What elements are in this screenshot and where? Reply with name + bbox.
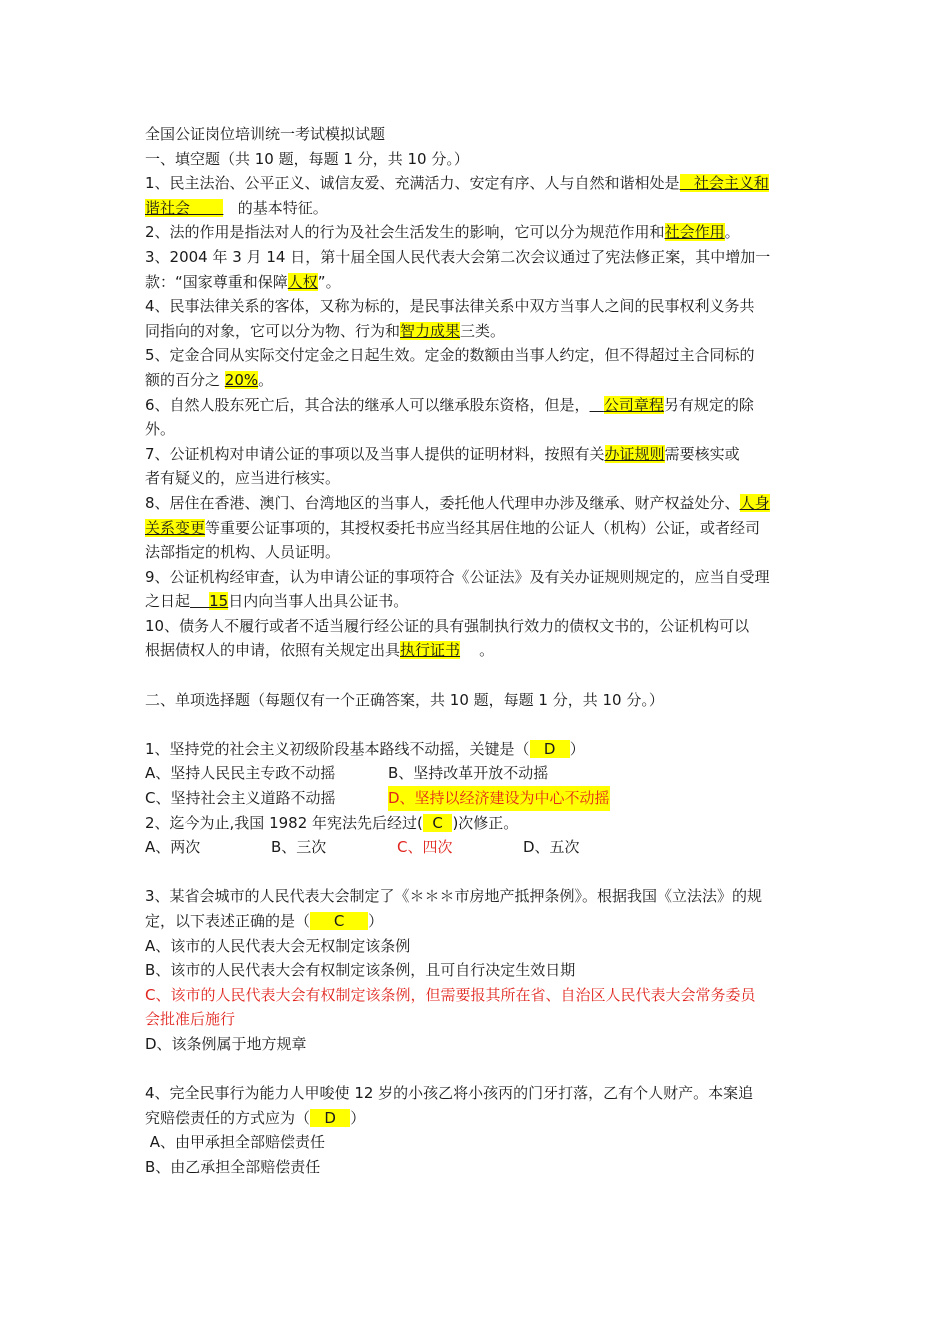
spacer	[145, 663, 808, 688]
question-text: 的基本特征。	[223, 198, 328, 217]
choice-question-4	[145, 1081, 808, 1179]
option-d: D、该条例属于地方规章	[145, 1034, 307, 1053]
question-text: 2、迄今为止,我国 1982 年宪法先后经过(	[145, 813, 423, 832]
section-heading-single-choice: 二、单项选择题（每题仅有一个正确答案，共 10 题，每题 1 分，共 10 分。）	[145, 690, 664, 709]
answer-highlight: 关系变更	[145, 518, 206, 537]
question-text: 根据债权人的申请，依照有关规定出具	[145, 641, 401, 660]
question-text: 额的百分之	[145, 370, 225, 389]
question-text: 8、居住在香港、澳门、台湾地区的当事人，委托他人代理申办涉及继承、财产权益处分、	[145, 493, 740, 512]
question-text: 。	[724, 223, 740, 242]
question-text: 法部指定的机构、人员证明。	[145, 543, 341, 562]
question-1	[145, 171, 808, 220]
option-b: B、坚持改革开放不动摇	[388, 764, 549, 783]
question-text: 。	[460, 641, 495, 660]
page-title: 全国公证岗位培训统一考试模拟试题	[145, 125, 386, 143]
question-9	[145, 565, 808, 614]
question-text: 1、民主法治、公平正义、诚信友爱、充满活力、安定有序、人与自然和谐相处是	[145, 174, 680, 193]
question-text: 7、公证机构对申请公证的事项以及当事人提供的证明材料，按照有关	[145, 444, 605, 463]
choice-question-1	[145, 737, 808, 811]
question-text: ）	[350, 1108, 366, 1127]
question-text: 究赔偿责任的方式应为（	[145, 1108, 311, 1127]
answer-highlight: C	[422, 813, 453, 832]
option-b: B、由乙承担全部赔偿责任	[145, 1157, 321, 1176]
answer-highlight: 智力成果	[400, 321, 461, 340]
answer-highlight: 20%	[224, 370, 259, 389]
answer-highlight: 办证规则	[604, 444, 665, 463]
question-10	[145, 614, 808, 663]
question-text: 4、完全民事行为能力人甲唆使 12 岁的小孩乙将小孩丙的门牙打落，乙有个人财产。本案追	[145, 1084, 754, 1103]
answer-highlight: C	[310, 912, 369, 930]
question-text: 2、法的作用是指法对人的行为及社会生活发生的影响，它可以分为规范作用和	[145, 223, 665, 242]
answer-highlight: D	[529, 739, 570, 758]
question-text: 之日起	[145, 592, 191, 611]
option-a: A、该市的人民代表大会无权制定该条例	[145, 936, 411, 955]
question-3	[145, 245, 808, 294]
option-a: A、由甲承担全部赔偿责任	[145, 1133, 326, 1152]
question-2	[145, 220, 808, 245]
question-text: 3、2004 年 3 月 14 日，第十届全国人民代表大会第二次会议通过了宪法修正案，其中增加一	[145, 247, 771, 266]
question-text: 定，以下表述正确的是（	[145, 912, 311, 930]
option-a: A、两次	[145, 838, 201, 857]
option-c-correct: C、四次	[397, 838, 453, 857]
question-text: 4、民事法律关系的客体，又称为标的，是民事法律关系中双方当事人之间的民事权利义务共	[145, 297, 755, 316]
question-text: 3、某省会城市的人民代表大会制定了《＊＊＊市房地产抵押条例》。根据我国《立法法》的规	[145, 887, 763, 906]
question-text: 10、债务人不履行或者不适当履行经公证的具有强制执行效力的债权文书的，公证机构可以	[145, 616, 750, 635]
spacer	[145, 1057, 808, 1082]
question-text: 外。	[145, 420, 176, 439]
option-d-correct: D、坚持以经济建设为中心不动摇	[388, 786, 610, 811]
question-text: ）	[569, 739, 585, 758]
answer-blank	[590, 396, 604, 414]
question-text: 。	[258, 370, 274, 389]
question-text: 日内向当事人出具公证书。	[228, 592, 409, 611]
choice-question-2	[145, 811, 808, 860]
answer-highlight: D	[310, 1108, 351, 1127]
question-4	[145, 294, 808, 343]
question-text: )次修正。	[452, 813, 519, 832]
question-text: ）	[368, 912, 384, 930]
spacer	[145, 860, 808, 885]
question-text: 同指向的对象，它可以分为物、行为和	[145, 321, 401, 340]
question-text: 1、坚持党的社会主义初级阶段基本路线不动摇，关键是（	[145, 739, 530, 758]
answer-highlight: 社会主义和	[679, 174, 769, 193]
answer-highlight: 谐社会	[145, 198, 224, 217]
question-text: 6、自然人股东死亡后，其合法的继承人可以继承股东资格，但是，	[145, 395, 590, 414]
question-5	[145, 343, 808, 392]
answer-highlight: 人身	[739, 493, 770, 512]
option-c: C、坚持社会主义道路不动摇	[145, 789, 336, 808]
question-7	[145, 442, 808, 491]
option-d: D、五次	[523, 838, 580, 857]
option-c-correct: C、该市的人民代表大会有权制定该条例，但需要报其所在省、自治区人民代表大会常务委员	[145, 985, 756, 1004]
question-text: 三类。	[460, 321, 506, 340]
question-text: 者有疑义的，应当进行核实。	[145, 469, 341, 488]
question-6	[145, 393, 808, 442]
question-text: 等重要公证事项的，其授权委托书应当经其居住地的公证人（机构）公证，或者经司	[205, 518, 761, 537]
question-text: 另有规定的除	[663, 395, 754, 414]
question-text: 5、定金合同从实际交付定金之日起生效。定金的数额由当事人约定，但不得超过主合同标的	[145, 346, 755, 365]
question-text: 款：“国家尊重和保障	[145, 272, 288, 291]
question-8	[145, 491, 808, 565]
option-a: A、坚持人民民主专政不动摇	[145, 764, 336, 783]
answer-highlight: 执行证书	[400, 641, 461, 660]
question-text: 9、公证机构经审查，认为申请公证的事项符合《公证法》及有关办证规则规定的，应当自受理	[145, 567, 770, 586]
answer-highlight: 15	[209, 592, 229, 611]
answer-blank	[190, 592, 209, 610]
document-page	[145, 122, 808, 1180]
answer-highlight: 人权	[287, 272, 318, 291]
spacer	[145, 712, 808, 737]
option-c-correct-cont: 会批准后施行	[145, 1010, 236, 1029]
option-b: B、该市的人民代表大会有权制定该条例，且可自行决定生效日期	[145, 961, 576, 980]
question-text: 需要核实或	[664, 444, 740, 463]
section-heading-fill-blank: 一、填空题（共 10 题，每题 1 分，共 10 分。）	[145, 149, 469, 168]
question-text: ”。	[317, 272, 341, 291]
answer-highlight: 公司章程	[603, 395, 664, 414]
option-b: B、三次	[271, 838, 327, 857]
answer-highlight: 社会作用	[664, 223, 725, 242]
choice-question-3	[145, 884, 808, 1056]
